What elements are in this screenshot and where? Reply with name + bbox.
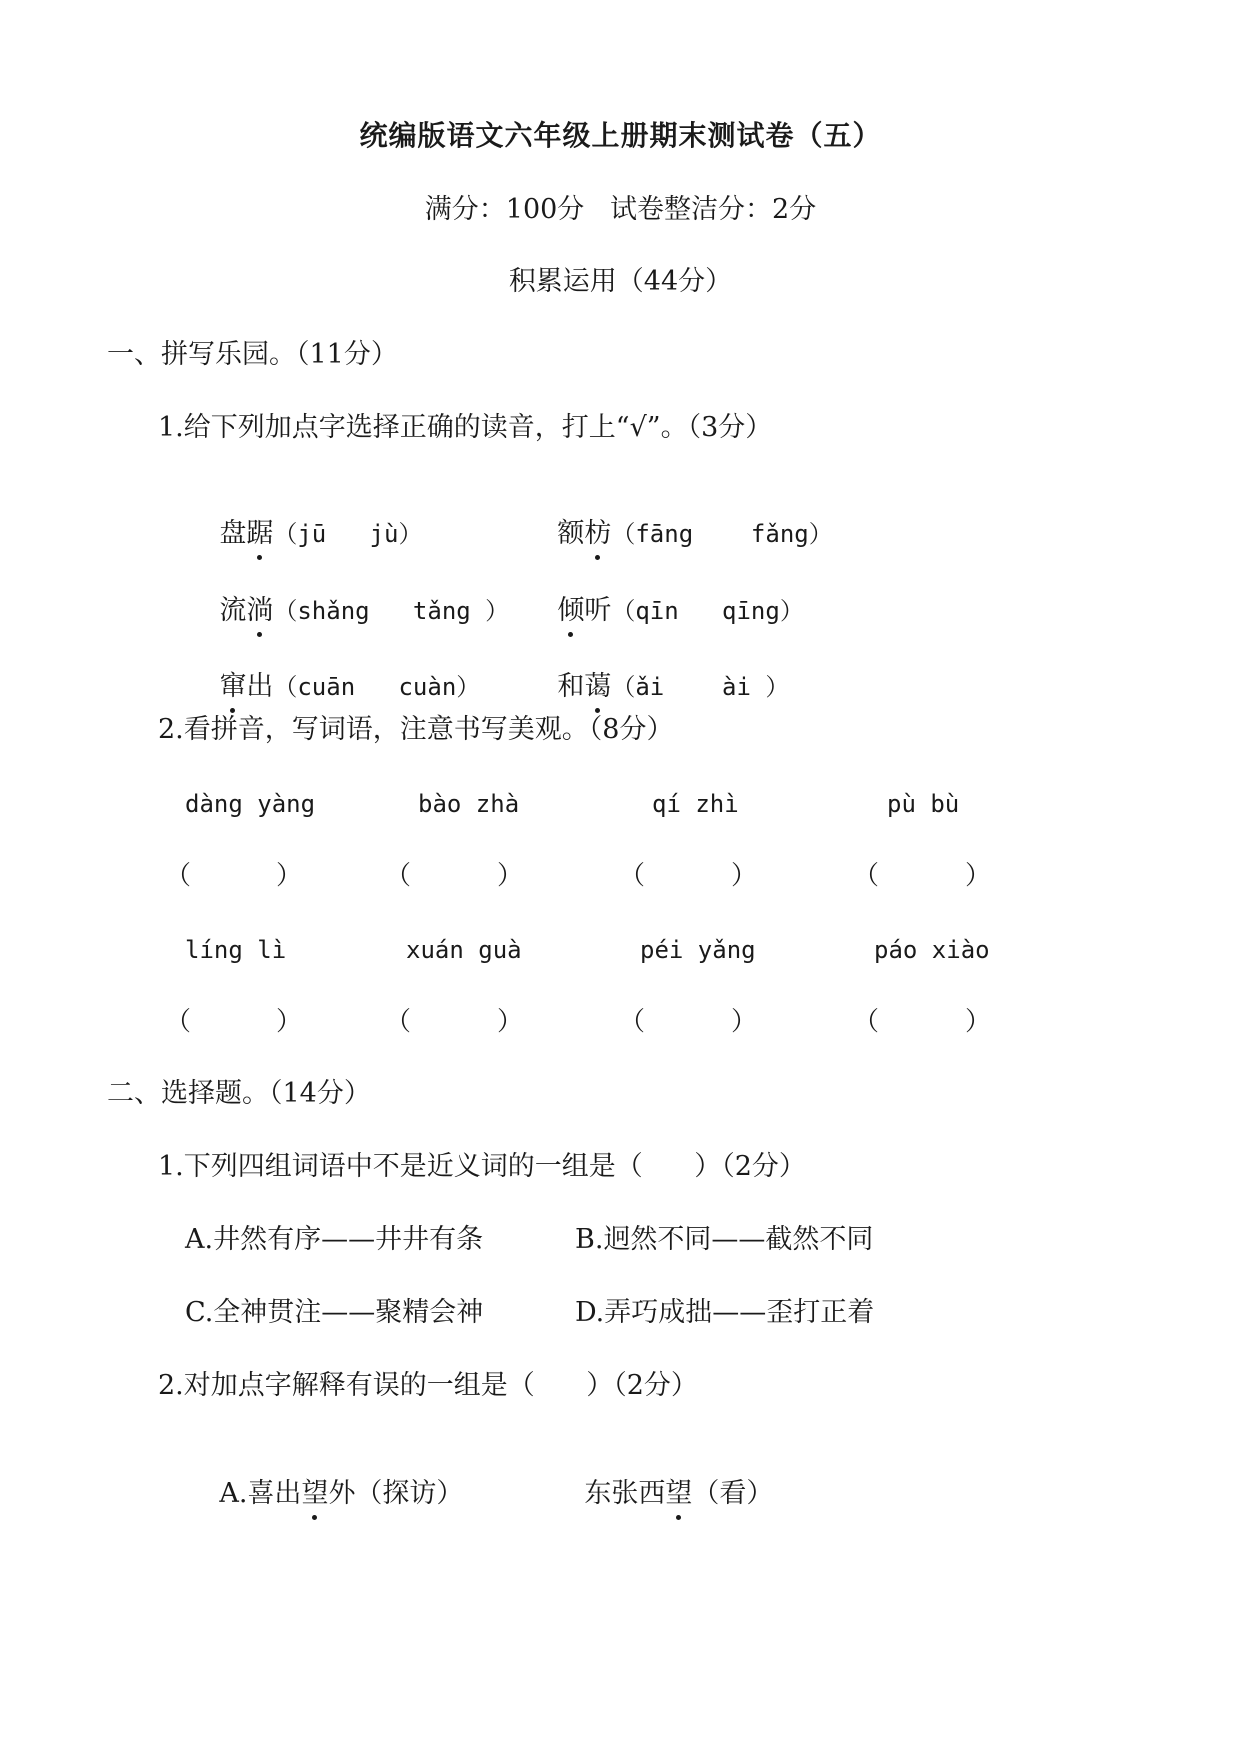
answer-blank-close: ） [497, 861, 524, 891]
dotted-char: 望 [665, 1476, 692, 1512]
section-heading: 积累运用（44分） [508, 266, 733, 297]
answer-blank-open: （ [853, 1007, 880, 1037]
choice-option-b: B.迥然不同——截然不同 [575, 1224, 874, 1255]
pinyin-options: （fāng fǎng） [611, 520, 833, 548]
pinyin-choice-item: 流淌（shǎng tǎng ） [185, 557, 509, 665]
pinyin-options: （ǎi ài ） [611, 673, 790, 701]
choice-option-d: D.弄巧成拙——歪打正着 [575, 1297, 875, 1328]
choice-option-a: A.喜出望外（探访） [185, 1440, 463, 1548]
part1-heading: 一、拼写乐园。（11分） [107, 339, 398, 370]
answer-blank-close: ） [497, 1007, 524, 1037]
choice-option-c: C.全神贯注——聚精会神 [185, 1297, 484, 1328]
pinyin-word: dàng yàng [185, 790, 316, 818]
dotted-char: 望 [301, 1476, 328, 1512]
dotted-char: 踞 [246, 516, 273, 552]
pinyin-choice-item: 盘踞（jū jù） [185, 480, 423, 588]
choice-option-a-pair: 东张西望（看） [550, 1440, 773, 1548]
pinyin-options: （shǎng tǎng ） [273, 597, 510, 625]
pinyin-word: qí zhì [652, 790, 739, 818]
part2-q2-prompt: 2.对加点字解释有误的一组是（ ）（2分） [158, 1370, 698, 1401]
dotted-char: 窜 [219, 669, 246, 705]
answer-blank-close: ） [965, 1007, 992, 1037]
dotted-char: 枋 [584, 516, 611, 552]
answer-blank-open: （ [165, 861, 192, 891]
pinyin-word: bào zhà [418, 790, 520, 818]
part2-q1-prompt: 1.下列四组词语中不是近义词的一组是（ ）（2分） [158, 1151, 806, 1182]
pinyin-options: （jū jù） [273, 520, 423, 548]
pinyin-word: péi yǎng [640, 936, 756, 964]
dotted-char: 蔼 [584, 669, 611, 705]
answer-blank-open: （ [385, 861, 412, 891]
answer-blank-close: ） [731, 1007, 758, 1037]
dotted-char: 倾 [557, 593, 584, 629]
answer-blank-close: ） [276, 861, 303, 891]
pinyin-choice-item: 和蔼（ǎi ài ） [523, 633, 789, 741]
exam-title: 统编版语文六年级上册期末测试卷（五） [359, 119, 882, 152]
dotted-char: 淌 [246, 593, 273, 629]
answer-blank-close: ） [965, 861, 992, 891]
pinyin-word: líng lì [185, 936, 287, 964]
part1-q1-prompt: 1.给下列加点字选择正确的读音，打上“√”。（3分） [158, 412, 773, 443]
answer-blank-open: （ [853, 861, 880, 891]
pinyin-options: （qīn qīng） [611, 597, 804, 625]
pinyin-word: xuán guà [406, 936, 522, 964]
score-info: 满分：100分 试卷整洁分：2分 [424, 194, 817, 225]
answer-blank-close: ） [731, 861, 758, 891]
pinyin-options: （cuān cuàn） [273, 673, 481, 701]
pinyin-word: páo xiào [874, 936, 990, 964]
answer-blank-open: （ [619, 1007, 646, 1037]
answer-blank-open: （ [165, 1007, 192, 1037]
answer-blank-open: （ [619, 861, 646, 891]
choice-option-a: A.井然有序——井井有条 [185, 1224, 484, 1255]
part2-heading: 二、选择题。（14分） [107, 1078, 371, 1109]
answer-blank-close: ） [276, 1007, 303, 1037]
pinyin-choice-item: 倾听（qīn qīng） [523, 557, 804, 665]
answer-blank-open: （ [385, 1007, 412, 1037]
pinyin-word: pù bù [887, 790, 960, 818]
pinyin-choice-item: 窜出（cuān cuàn） [185, 633, 480, 741]
pinyin-choice-item: 额枋（fāng fǎng） [523, 480, 833, 588]
part1-q2-prompt: 2.看拼音，写词语，注意书写美观。（8分） [158, 714, 674, 745]
